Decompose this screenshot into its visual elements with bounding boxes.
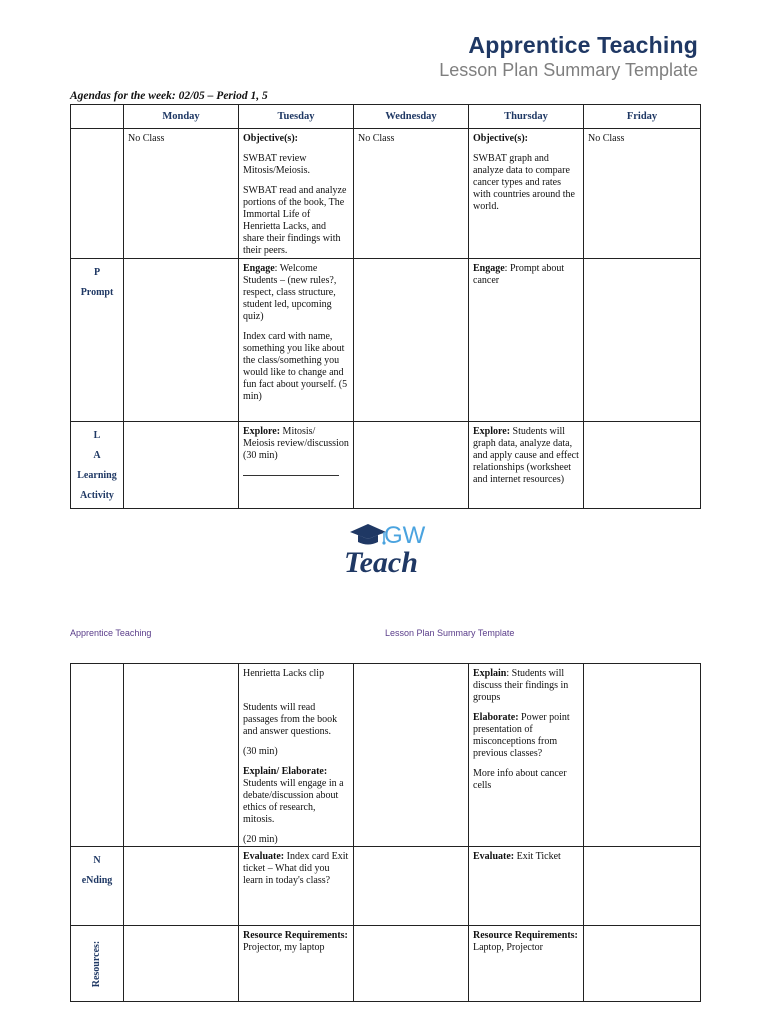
ending-word: eNding [81,875,113,886]
learning-word: Learning [77,470,117,481]
monday-ending-cell [124,847,239,926]
lesson-plan-table-page1 [70,104,701,509]
wednesday-continued-cell [354,664,469,847]
tuesday-continued-cell [239,664,354,847]
tuesday-engage-index-card: Index card with name, something you like about the class/something you would like to change and fun fact about yourself. (5 min) [243,331,348,402]
ending-label-cell [71,847,124,926]
thursday-continued-cell [469,664,584,847]
tuesday-clip: Henrietta Lacks clip [243,668,325,679]
tuesday-explore-text: Mitosis/ Meiosis review/discussion (30 min) [243,426,349,461]
document-title: Apprentice Teaching [468,32,698,58]
ending-row [71,847,701,926]
prompt-row [71,259,701,422]
tuesday-explore-label: Explore: [243,426,281,437]
friday-objective-cell [584,129,701,259]
thursday-objective-cell [469,129,584,259]
objective-label-cell [71,129,124,259]
tuesday-objective-2: SWBAT read and analyze portions of the book, The Immortal Life of Henrietta Lacks, and share their findings with their peers. [243,185,347,256]
friday-continued-cell [584,664,701,847]
thursday-objective-heading: Objective(s): [473,133,528,144]
learning-letter-a: A [93,450,101,461]
thursday-engage-text: : Prompt about cancer [473,263,565,286]
activity-word: Activity [80,490,114,501]
continued-row [71,664,701,847]
tuesday-20min: (20 min) [243,834,278,845]
thursday-elaborate-label: Elaborate: [473,712,519,723]
resources-label: Resources: [91,940,102,987]
tuesday-explain-label: Explain/ Elaborate: [243,766,328,777]
logo-gw-text: GW [384,522,426,549]
friday-ending-cell [584,847,701,926]
tuesday-ending-cell [239,847,354,926]
thursday-evaluate-label: Evaluate: [473,851,515,862]
tuesday-evaluate-label: Evaluate: [243,851,285,862]
gw-teach-logo [342,518,438,580]
day-header-friday: Friday [584,105,701,129]
running-header-right: Lesson Plan Summary Template [385,628,515,638]
thursday-evaluate-text: Exit Ticket [514,851,561,862]
resources-row [71,926,701,1002]
thursday-elaborate-text: Power point presentation of misconceptions from previous classes? [473,712,570,759]
wednesday-no-class: No Class [358,133,395,144]
friday-learning-cell [584,422,701,509]
monday-continued-cell [124,664,239,847]
thursday-resources-cell [469,926,584,1002]
thursday-learning-cell [469,422,584,509]
tuesday-learning-cell [239,422,354,509]
monday-resources-cell [124,926,239,1002]
corner-cell [71,105,124,129]
tuesday-objective-heading: Objective(s): [243,133,298,144]
monday-learning-cell [124,422,239,509]
tuesday-resource-text: Projector, my laptop [243,942,325,953]
learning-letter: L [93,430,101,441]
lesson-plan-table-page2 [70,663,701,1002]
tuesday-objective-cell [239,129,354,259]
tuesday-divider-line [243,474,339,476]
tuesday-objective-1: SWBAT review Mitosis/Meiosis. [243,153,310,176]
document-subtitle: Lesson Plan Summary Template [439,60,698,80]
learning-label-cell [71,422,124,509]
wednesday-resources-cell [354,926,469,1002]
continued-label-cell [71,664,124,847]
monday-objective-cell [124,129,239,259]
thursday-explore-text: Students will graph data, analyze data, and apply cause and effect relationships (worksheet and internet resources) [473,426,579,485]
wednesday-learning-cell [354,422,469,509]
prompt-letter: P [93,267,101,278]
thursday-more-info: More info about cancer cells [473,768,567,791]
wednesday-ending-cell [354,847,469,926]
resources-label-cell [71,926,124,1002]
learning-activity-row [71,422,701,509]
day-header-thursday: Thursday [469,105,584,129]
thursday-resource-text: Laptop, Projector [473,942,543,953]
thursday-explain-label: Explain [473,668,507,679]
tuesday-read-passages: Students will read passages from the book and answer questions. [243,702,338,737]
day-header-wednesday: Wednesday [354,105,469,129]
logo-teach-text: Teach [344,546,418,579]
wednesday-prompt-cell [354,259,469,422]
ending-letter: N [93,855,101,866]
thursday-ending-cell [469,847,584,926]
thursday-explain-text: : Students will discuss their findings in groups [473,668,569,703]
thursday-explore-label: Explore: [473,426,511,437]
day-header-tuesday: Tuesday [239,105,354,129]
prompt-word: Prompt [80,287,114,298]
thursday-resource-label: Resource Requirements: [473,930,578,941]
monday-no-class: No Class [128,133,165,144]
objective-row [71,129,701,259]
tuesday-resource-label: Resource Requirements: [243,930,348,941]
prompt-label-cell [71,259,124,422]
friday-prompt-cell [584,259,701,422]
tuesday-30min: (30 min) [243,746,278,757]
friday-no-class: No Class [588,133,625,144]
running-header-left: Apprentice Teaching [70,628,152,638]
tuesday-prompt-cell [239,259,354,422]
thursday-prompt-cell [469,259,584,422]
monday-prompt-cell [124,259,239,422]
day-header-monday: Monday [124,105,239,129]
thursday-engage-label: Engage [473,263,505,274]
friday-resources-cell [584,926,701,1002]
thursday-objective-1: SWBAT graph and analyze data to compare cancer types and rates with countries around the world. [473,153,575,212]
tuesday-evaluate-text: Index card Exit ticket – What did you learn in today's class? [243,851,349,886]
day-header-row [71,105,701,129]
wednesday-objective-cell [354,129,469,259]
tuesday-engage-text: : Welcome Students – (new rules?, respect, class structure, student led, upcoming quiz) [243,263,337,322]
tuesday-resources-cell [239,926,354,1002]
tuesday-explain-text: Students will engage in a debate/discussion about ethics of research, mitosis. [243,778,344,825]
tuesday-engage-label: Engage [243,263,275,274]
agenda-line: Agendas for the week: 02/05 – Period 1, 5 [70,90,268,102]
